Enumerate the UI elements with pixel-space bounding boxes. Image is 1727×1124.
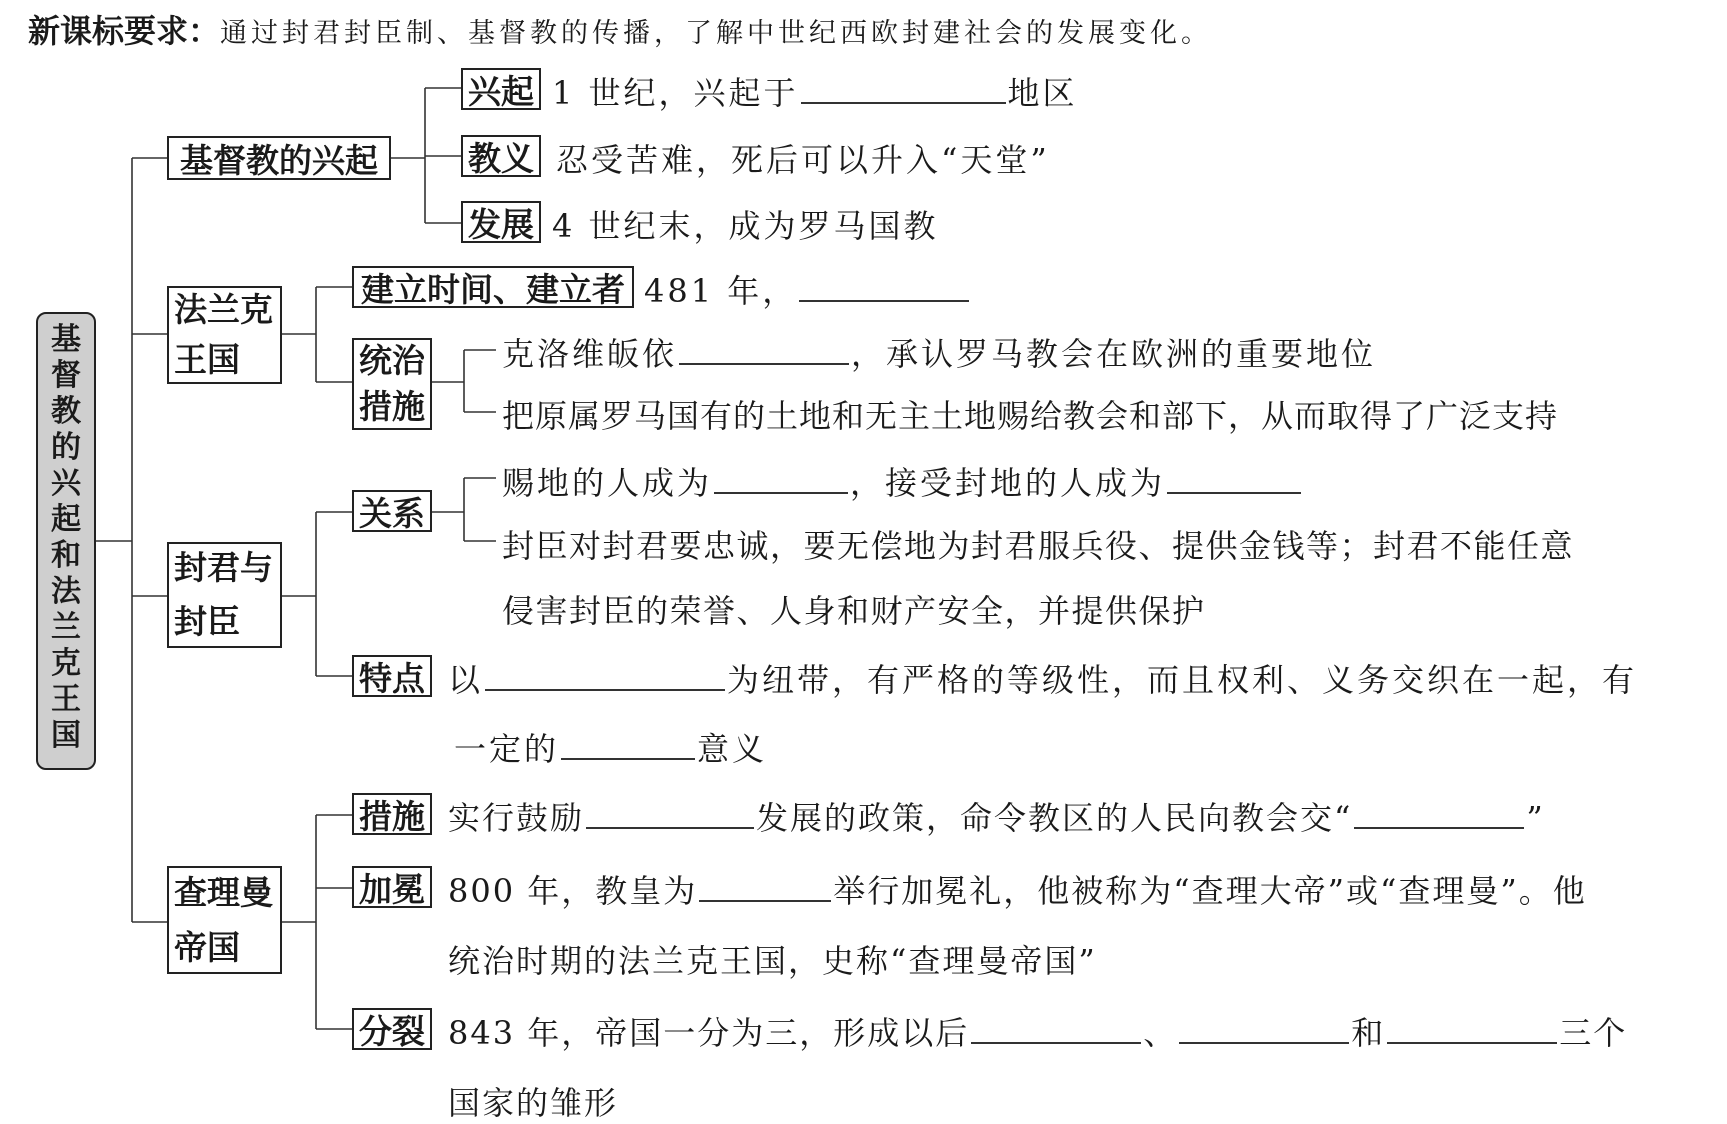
branch-feudal	[167, 542, 282, 648]
founding-text-value: 481 年，	[644, 272, 798, 310]
curriculum-requirement	[28, 6, 1212, 52]
split-line2: 国家的雏形	[448, 1084, 619, 1122]
node-feature	[352, 655, 432, 697]
rise-text	[552, 68, 1078, 114]
split-line1-d: 三个	[1559, 1014, 1628, 1052]
frankish-title-line2: 王国	[174, 340, 240, 379]
relation-item-1-b: ，接受封地的人成为	[850, 464, 1166, 502]
root-title: 基督教的兴起和法兰克王国	[51, 322, 81, 753]
feature-line2-before: 一定的	[454, 730, 560, 768]
rule-item-2: 把原属罗马国有的土地和无主土地赐给教会和部下，从而取得了广泛支持	[502, 397, 1559, 435]
relation-item-2-line1: 封臣对封君要忠诚，要无偿地为封君服兵役、提供金钱等；封君不能任意	[502, 527, 1575, 565]
feature-label: 特点	[359, 658, 425, 698]
feature-bond-blank	[485, 661, 725, 691]
split-line1-a: 843 年，帝国一分为三，形成以后	[448, 1014, 970, 1052]
node-development	[461, 201, 541, 243]
split-blank-2	[1179, 1014, 1349, 1044]
charlemagne-title-line1: 查理曼	[174, 873, 273, 912]
rise-text-after: 地区	[1007, 74, 1078, 112]
frankish-title-line1: 法兰克	[174, 290, 273, 329]
feature-line1-after: 为纽带，有严格的等级性，而且权利、义务交织在一起，有	[727, 661, 1638, 699]
rise-label: 兴起	[468, 71, 534, 111]
relation-item-1-a: 赐地的人成为	[502, 464, 713, 502]
measures-blank-1	[586, 799, 754, 829]
development-label: 发展	[468, 204, 534, 244]
node-rise	[461, 68, 541, 110]
relation-label: 关系	[359, 493, 425, 533]
node-rule	[352, 338, 432, 430]
feudal-title-line1: 封君与	[174, 548, 273, 587]
relation-lord-blank	[714, 464, 848, 494]
branch-frankish	[167, 286, 282, 384]
rule-label-line2: 措施	[359, 387, 425, 426]
rule-item-1-before: 克洛维皈依	[502, 335, 678, 373]
split-line1	[448, 1008, 1627, 1054]
doctrine-label: 教义	[468, 138, 534, 178]
split-label: 分裂	[359, 1011, 425, 1051]
rule-item-1-blank	[679, 335, 849, 365]
requirement-label: 新课标要求：	[28, 12, 221, 50]
feudal-title-line2: 封臣	[174, 602, 240, 641]
rule-label-line1: 统治	[359, 341, 425, 380]
node-doctrine	[461, 135, 541, 177]
doctrine-text: 忍受苦难，死后可以升入“天堂”	[556, 141, 1050, 179]
split-line1-b: 、	[1143, 1014, 1178, 1052]
crowning-blank	[699, 872, 831, 902]
branch-charlemagne	[167, 866, 282, 974]
crowning-line2: 统治时期的法兰克王国，史称“查理曼帝国”	[448, 942, 1097, 980]
rise-blank	[801, 74, 1006, 104]
measures-blank-2	[1354, 799, 1524, 829]
feature-line1	[448, 655, 1637, 701]
relation-vassal-blank	[1167, 464, 1301, 494]
feature-line1-before: 以	[448, 661, 484, 699]
christianity-title: 基督教的兴起	[180, 140, 378, 180]
node-founding	[352, 266, 634, 308]
measures-middle: 发展的政策，命令教区的人民向教会交“	[756, 799, 1353, 837]
split-blank-3	[1387, 1014, 1557, 1044]
branch-christianity	[167, 136, 391, 180]
founding-blank	[799, 272, 969, 302]
development-text: 4 世纪末，成为罗马国教	[552, 207, 939, 245]
feature-meaning-blank	[561, 730, 695, 760]
charlemagne-title-line2: 帝国	[174, 928, 240, 967]
node-split	[352, 1008, 432, 1050]
relation-item-2-line2: 侵害封臣的荣誉、人身和财产安全，并提供保护	[502, 592, 1206, 630]
node-measures	[352, 793, 432, 835]
crowning-label: 加冕	[359, 869, 425, 909]
measures-label: 措施	[359, 796, 425, 836]
founding-label: 建立时间、建立者	[361, 269, 625, 309]
relation-item-1	[502, 458, 1303, 504]
feature-line2	[454, 724, 767, 770]
measures-after: ”	[1526, 799, 1545, 837]
rise-text-before: 1 世纪，兴起于	[552, 74, 799, 112]
crowning-line1	[448, 866, 1587, 912]
crowning-line1-before: 800 年，教皇为	[448, 872, 698, 910]
split-blank-1	[971, 1014, 1141, 1044]
rule-item-1	[502, 329, 1376, 375]
root-node	[36, 312, 96, 770]
split-line1-c: 和	[1351, 1014, 1386, 1052]
node-relation	[352, 490, 432, 532]
feature-line2-after: 意义	[697, 730, 768, 768]
measures-text	[448, 793, 1545, 839]
measures-before: 实行鼓励	[448, 799, 585, 837]
founding-text	[644, 266, 971, 312]
requirement-text: 通过封君封臣制、基督教的传播，了解中世纪西欧封建社会的发展变化。	[220, 18, 1213, 49]
crowning-line1-after: 举行加冕礼，他被称为“查理大帝”或“查理曼”。他	[833, 872, 1587, 910]
rule-item-1-after: ，承认罗马教会在欧洲的重要地位	[851, 335, 1377, 373]
node-crowning	[352, 866, 432, 908]
